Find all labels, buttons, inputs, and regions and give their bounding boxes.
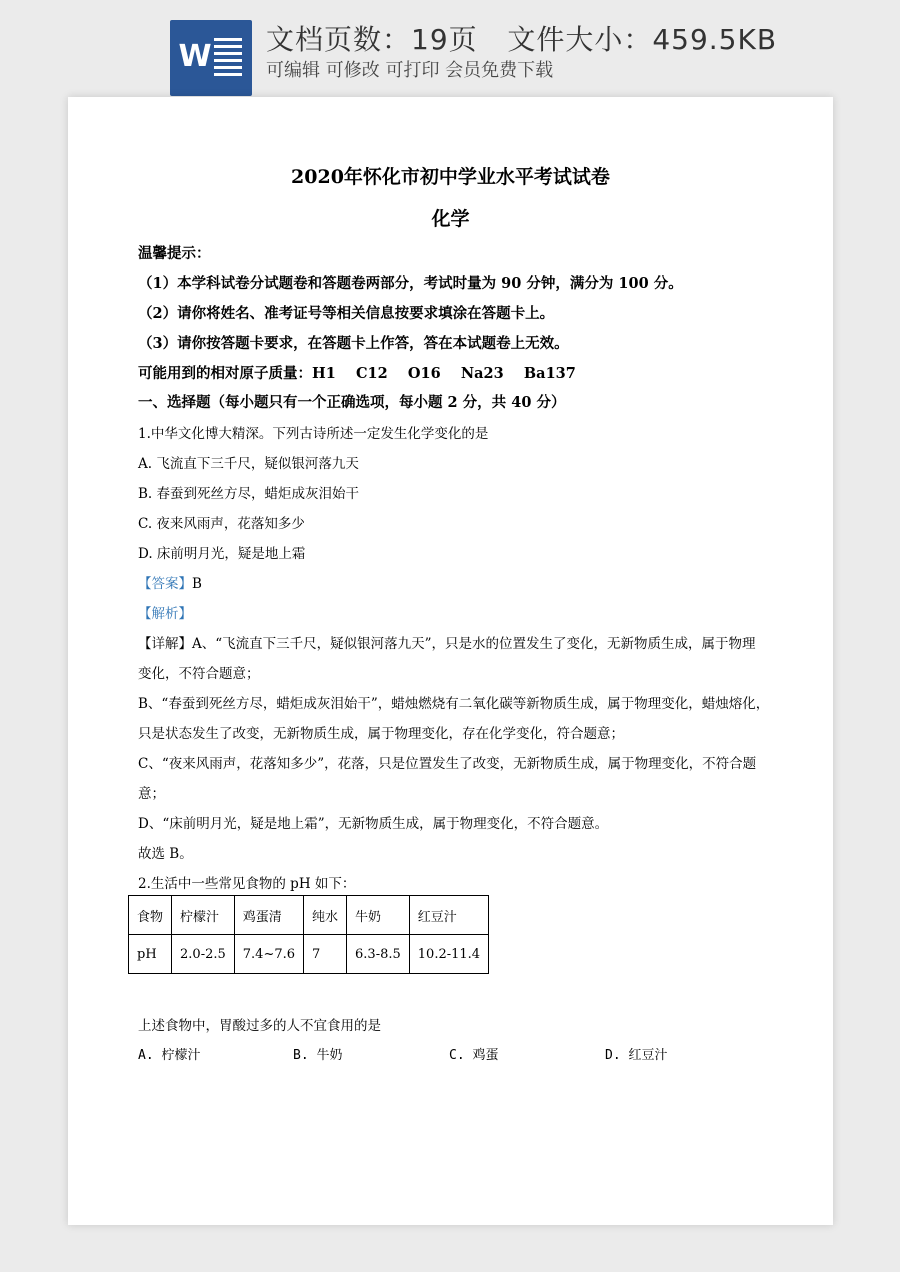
table-cell: pH bbox=[129, 935, 172, 974]
option-c: C. 鸡蛋 bbox=[449, 1048, 499, 1063]
header-subtitle: 可编辑 可修改 可打印 会员免费下载 bbox=[266, 60, 554, 81]
question-stem: 1.中华文化博大精深。下列古诗所述一定发生化学变化的是 bbox=[138, 426, 489, 442]
word-icon-letter: W bbox=[178, 39, 212, 74]
question-text: 上述食物中，胃酸过多的人不宜食用的是 bbox=[138, 1018, 381, 1034]
detail-line: 意； bbox=[138, 786, 165, 802]
table-cell: 柠檬汁 bbox=[172, 896, 235, 935]
header-title: 文档页数：19页 文件大小：459.5KB bbox=[266, 23, 778, 56]
analysis-label: 【解析】 bbox=[138, 606, 192, 622]
answer-label: 【答案】 bbox=[138, 576, 192, 592]
detail-line: C、“夜来风雨声，花落知多少”，花落，只是位置发生了改变，无新物质生成，属于物理变化，不符合题 bbox=[138, 756, 757, 772]
option-d: D. 红豆汁 bbox=[605, 1048, 668, 1063]
table-cell: 红豆汁 bbox=[409, 896, 488, 935]
table-row bbox=[129, 935, 489, 974]
table-cell: 7.4~7.6 bbox=[234, 935, 303, 974]
table-row bbox=[129, 896, 489, 935]
section-heading: 一、选择题（每小题只有一个正确选项，每小题 2 分，共 40 分） bbox=[138, 394, 566, 411]
detail-line: D、“床前明月光，疑是地上霜”，无新物质生成，属于物理变化，不符合题意。 bbox=[138, 816, 609, 832]
option-c: C. 夜来风雨声，花落知多少 bbox=[138, 516, 305, 532]
detail-line: 故选 B。 bbox=[138, 846, 193, 862]
option-a: A. 飞流直下三千尺，疑似银河落九天 bbox=[138, 456, 359, 472]
table-cell: 2.0-2.5 bbox=[172, 935, 235, 974]
table-cell: 7 bbox=[304, 935, 347, 974]
option-b: B. 春蚕到死丝方尽，蜡炬成灰泪始干 bbox=[138, 486, 360, 502]
notice-title: 温馨提示： bbox=[138, 245, 211, 262]
notice-line: （1）本学科试卷分试题卷和答题卷两部分，考试时量为 90 分钟，满分为 100 分。 bbox=[138, 275, 683, 292]
detail-line: 【详解】A、“飞流直下三千尺，疑似银河落九天”，只是水的位置发生了变化，无新物质生成，属于物理 bbox=[138, 636, 756, 652]
option-d: D. 床前明月光，疑是地上霜 bbox=[138, 546, 306, 562]
table-cell: 10.2-11.4 bbox=[409, 935, 488, 974]
table-cell: 6.3-8.5 bbox=[347, 935, 410, 974]
table-cell: 食物 bbox=[129, 896, 172, 935]
notice-line: （2）请你将姓名、准考证号等相关信息按要求填涂在答题卡上。 bbox=[138, 305, 555, 322]
ph-table bbox=[128, 895, 489, 974]
document-page bbox=[68, 97, 833, 1225]
option-a: A. 柠檬汁 bbox=[138, 1048, 201, 1063]
exam-title: 2020年怀化市初中学业水平考试试卷 bbox=[291, 166, 610, 188]
subject-title: 化学 bbox=[431, 208, 470, 230]
question-stem: 2.生活中一些常见食物的 pH 如下： bbox=[138, 876, 356, 892]
detail-line: 变化，不符合题意； bbox=[138, 666, 260, 682]
word-document-icon bbox=[170, 20, 252, 96]
atomic-mass-line: 可能用到的相对原子质量：H1 C12 O16 Na23 Ba137 bbox=[138, 365, 576, 382]
detail-line: B、“春蚕到死丝方尽，蜡炬成灰泪始干”，蜡烛燃烧有二氧化碳等新物质生成，属于物理变化，蜡烛熔化， bbox=[138, 696, 770, 712]
table-cell: 鸡蛋清 bbox=[234, 896, 303, 935]
table-cell: 牛奶 bbox=[347, 896, 410, 935]
answer-line bbox=[138, 572, 202, 592]
option-b: B. 牛奶 bbox=[293, 1048, 343, 1063]
notice-line: （3）请你按答题卡要求，在答题卡上作答，答在本试题卷上无效。 bbox=[138, 335, 569, 352]
table-cell: 纯水 bbox=[304, 896, 347, 935]
detail-line: 只是状态发生了改变，无新物质生成，属于物理变化，存在化学变化，符合题意； bbox=[138, 726, 624, 742]
answer-value: B bbox=[192, 576, 202, 592]
download-header bbox=[0, 0, 900, 100]
